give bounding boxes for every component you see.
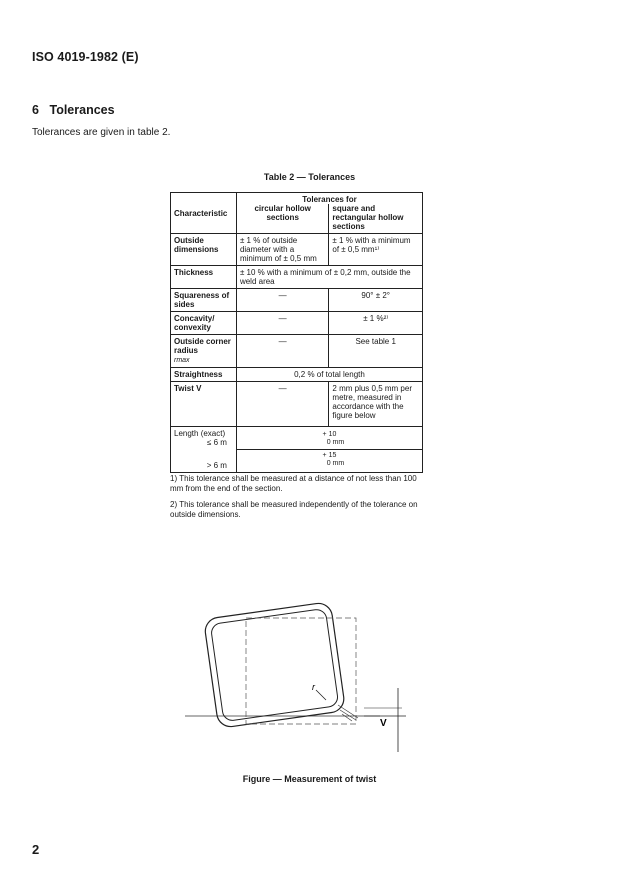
standard-code: ISO 4019-1982 (E) xyxy=(32,50,139,64)
table-caption: Table 2 — Tolerances xyxy=(263,172,356,182)
cell-straightness: 0,2 % of total length xyxy=(236,368,422,382)
length-tolerance-1 xyxy=(315,431,345,447)
radius-arrow xyxy=(316,690,326,700)
page-number: 2 xyxy=(32,842,40,857)
cell-corner-circular: — xyxy=(236,335,328,368)
cell-thickness: ± 10 % with a minimum of ± 0,2 mm, outside the weld area xyxy=(236,266,422,289)
footnote-2: 2) This tolerance shall be measured independently of the tolerance on outside dimensions. xyxy=(170,500,418,519)
row-label-squareness: Squareness of sides xyxy=(171,289,237,312)
table-row xyxy=(171,234,423,266)
section-number: 6 xyxy=(32,103,39,117)
tube-section xyxy=(204,602,346,729)
cell-corner-square: See table 1 xyxy=(329,335,423,368)
row-label-length: Length (exact) xyxy=(174,429,226,438)
length-sub2-cell xyxy=(171,449,237,473)
table-row xyxy=(171,312,423,335)
table-row xyxy=(171,427,423,450)
row-label-corner-cell xyxy=(171,335,237,368)
section-title: Tolerances xyxy=(49,103,115,117)
row-label-outside: Outside dimensions xyxy=(171,234,237,266)
row-label-thickness: Thickness xyxy=(171,266,237,289)
row-label-twist: Twist V xyxy=(171,382,237,427)
header-circular: circular hollow sections xyxy=(236,204,328,234)
header-square: square and rectangular hollow sections xyxy=(329,204,423,234)
length-tol2-upper: + 15 xyxy=(322,451,337,459)
length-tol2-lower: 0 mm xyxy=(326,459,345,467)
row-label-straightness: Straightness xyxy=(171,368,237,382)
cell-outside-circular: ± 1 % of outside diameter with a minimum of ± 0,5 mm xyxy=(236,234,328,266)
table-row xyxy=(171,368,423,382)
table-row xyxy=(171,266,423,289)
corner-radius-symbol: rmax xyxy=(174,357,190,364)
header-group: Tolerances for xyxy=(236,193,422,205)
radius-label: r xyxy=(312,682,315,692)
table-row xyxy=(171,382,423,427)
row-label-length-cell xyxy=(171,427,237,450)
header-characteristic: Characteristic xyxy=(171,193,237,234)
cell-length-2 xyxy=(236,449,422,473)
cell-twist-square: 2 mm plus 0,5 mm per metre, measured in accordance with the figure below xyxy=(329,382,423,427)
table-row xyxy=(171,289,423,312)
twist-label: V xyxy=(380,718,387,729)
table-row xyxy=(171,335,423,368)
section-heading xyxy=(32,103,115,117)
table-row xyxy=(171,449,423,473)
cell-concavity-square: ± 1 %²⁾ xyxy=(329,312,423,335)
section-text: Tolerances are given in table 2. xyxy=(32,127,171,138)
table-header-row xyxy=(171,193,423,205)
row-label-concavity: Concavity/ convexity xyxy=(171,312,237,335)
tube-outer-wall xyxy=(204,602,346,729)
length-sub1-label: ≤ 6 m xyxy=(206,438,227,447)
footnote-1: 1) This tolerance shall be measured at a distance of not less than 100 mm from the end of the section. xyxy=(170,474,417,493)
length-tol1-lower: 0 mm xyxy=(326,438,345,446)
cell-squareness-square: 90° ± 2° xyxy=(329,289,423,312)
cell-outside-square: ± 1 % with a minimum of ± 0,5 mm¹⁾ xyxy=(329,234,423,266)
twist-figure xyxy=(180,590,420,765)
length-tolerance-2 xyxy=(315,452,345,468)
tube-inner-wall xyxy=(210,608,339,721)
cell-length-1 xyxy=(236,427,422,450)
figure-caption: Figure — Measurement of twist xyxy=(242,774,377,784)
length-tol1-upper: + 10 xyxy=(322,430,337,438)
cell-squareness-circular: — xyxy=(236,289,328,312)
row-label-corner: Outside corner radius xyxy=(174,337,231,355)
cell-twist-circular: — xyxy=(236,382,328,427)
cell-concavity-circular: — xyxy=(236,312,328,335)
length-sub2-label: > 6 m xyxy=(206,461,227,470)
tolerances-table xyxy=(170,192,423,473)
